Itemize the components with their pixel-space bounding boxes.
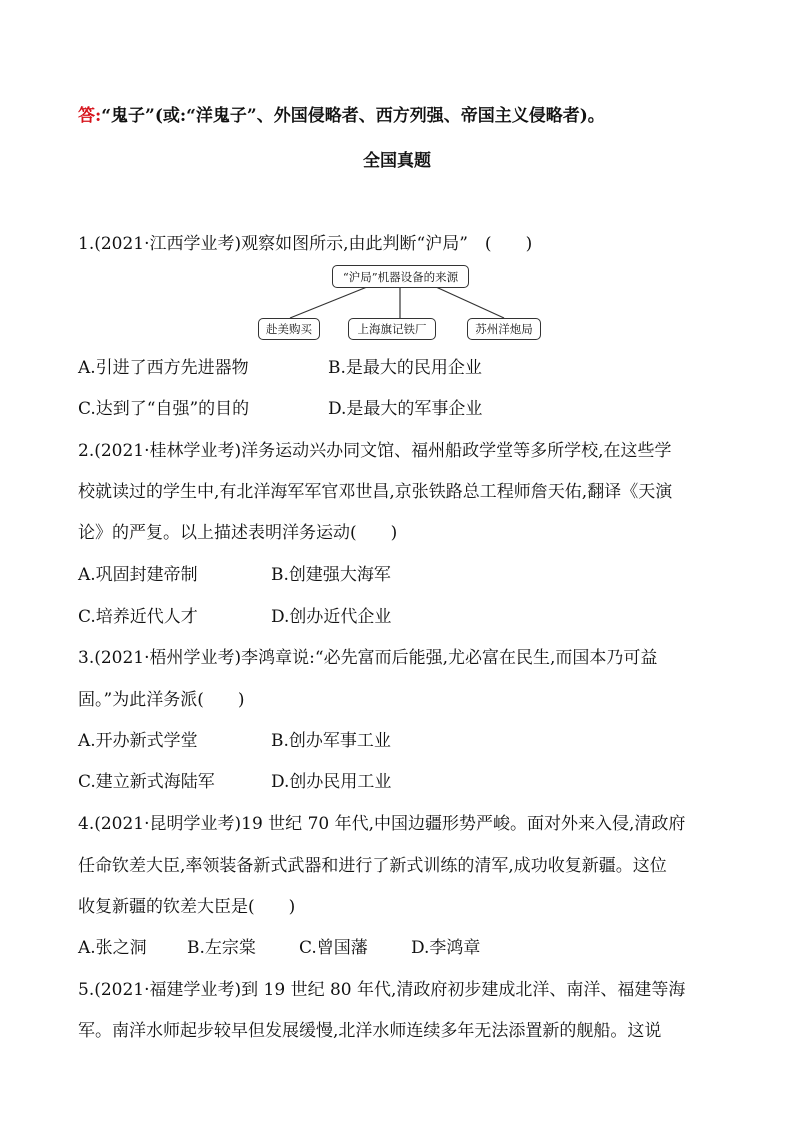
diagram-child-box: 苏州洋炮局	[467, 318, 541, 340]
option-a: A.张之洞	[78, 938, 147, 958]
option-b: B.左宗棠	[187, 938, 256, 958]
question-2-stem-line: 2.(2021·桂林学业考)洋务运动兴办同文馆、福州船政学堂等多所学校,在这些学	[78, 441, 672, 461]
option-d: D.创办近代企业	[271, 607, 392, 627]
question-3-stem-line: 固。”为此洋务派( )	[78, 690, 245, 710]
answer-text: “鬼子”(或:“洋鬼子”、外国侵略者、西方列强、帝国主义侵略者)。	[101, 106, 605, 126]
question-5-stem-line: 军。南洋水师起步较早但发展缓慢,北洋水师连续多年无法添置新的舰船。这说	[78, 1021, 662, 1041]
option-b: B.创建强大海军	[271, 565, 391, 585]
question-2-stem-line: 校就读过的学生中,有北洋海军军官邓世昌,京张铁路总工程师詹天佑,翻译《天演	[78, 482, 673, 502]
question-4-stem-line: 4.(2021·昆明学业考)19 世纪 70 年代,中国边疆形势严峻。面对外来入侵,清政府	[78, 814, 686, 834]
diagram-child-box: 上海旗记铁厂	[348, 318, 436, 340]
option-d: D.李鸿章	[411, 938, 481, 958]
diagram-top-box: “沪局”机器设备的来源	[332, 265, 469, 288]
option-b: B.是最大的民用企业	[328, 358, 482, 378]
option-a: A.引进了西方先进器物	[78, 358, 249, 378]
option-c: C.达到了“自强”的目的	[78, 399, 250, 419]
option-d: D.创办民用工业	[271, 772, 392, 792]
question-1-stem: 1.(2021·江西学业考)观察如图所示,由此判断“沪局” ( )	[78, 234, 533, 254]
option-b: B.创办军事工业	[271, 731, 391, 751]
option-a: A.开办新式学堂	[78, 731, 198, 751]
question-2-stem-line: 论》的严复。以上描述表明洋务运动( )	[78, 523, 398, 543]
option-c: C.建立新式海陆军	[78, 772, 215, 792]
option-c: C.曾国藩	[299, 938, 368, 958]
diagram-child-box: 赴美购买	[258, 318, 320, 340]
question-4-stem-line: 收复新疆的钦差大臣是( )	[78, 897, 296, 917]
option-c: C.培养近代人才	[78, 607, 198, 627]
option-a: A.巩固封建帝制	[78, 565, 198, 585]
option-d: D.是最大的军事企业	[328, 399, 483, 419]
answer-prefix: 答:	[78, 106, 102, 126]
section-title: 全国真题	[363, 151, 431, 171]
question-4-stem-line: 任命钦差大臣,率领装备新式武器和进行了新式训练的清军,成功收复新疆。这位	[78, 856, 667, 876]
question-3-stem-line: 3.(2021·梧州学业考)李鸿章说:“必先富而后能强,尤必富在民生,而国本乃可益	[78, 648, 658, 668]
question-5-stem-line: 5.(2021·福建学业考)到 19 世纪 80 年代,清政府初步建成北洋、南洋、福建等海	[78, 980, 686, 1000]
answer-line	[78, 104, 605, 128]
